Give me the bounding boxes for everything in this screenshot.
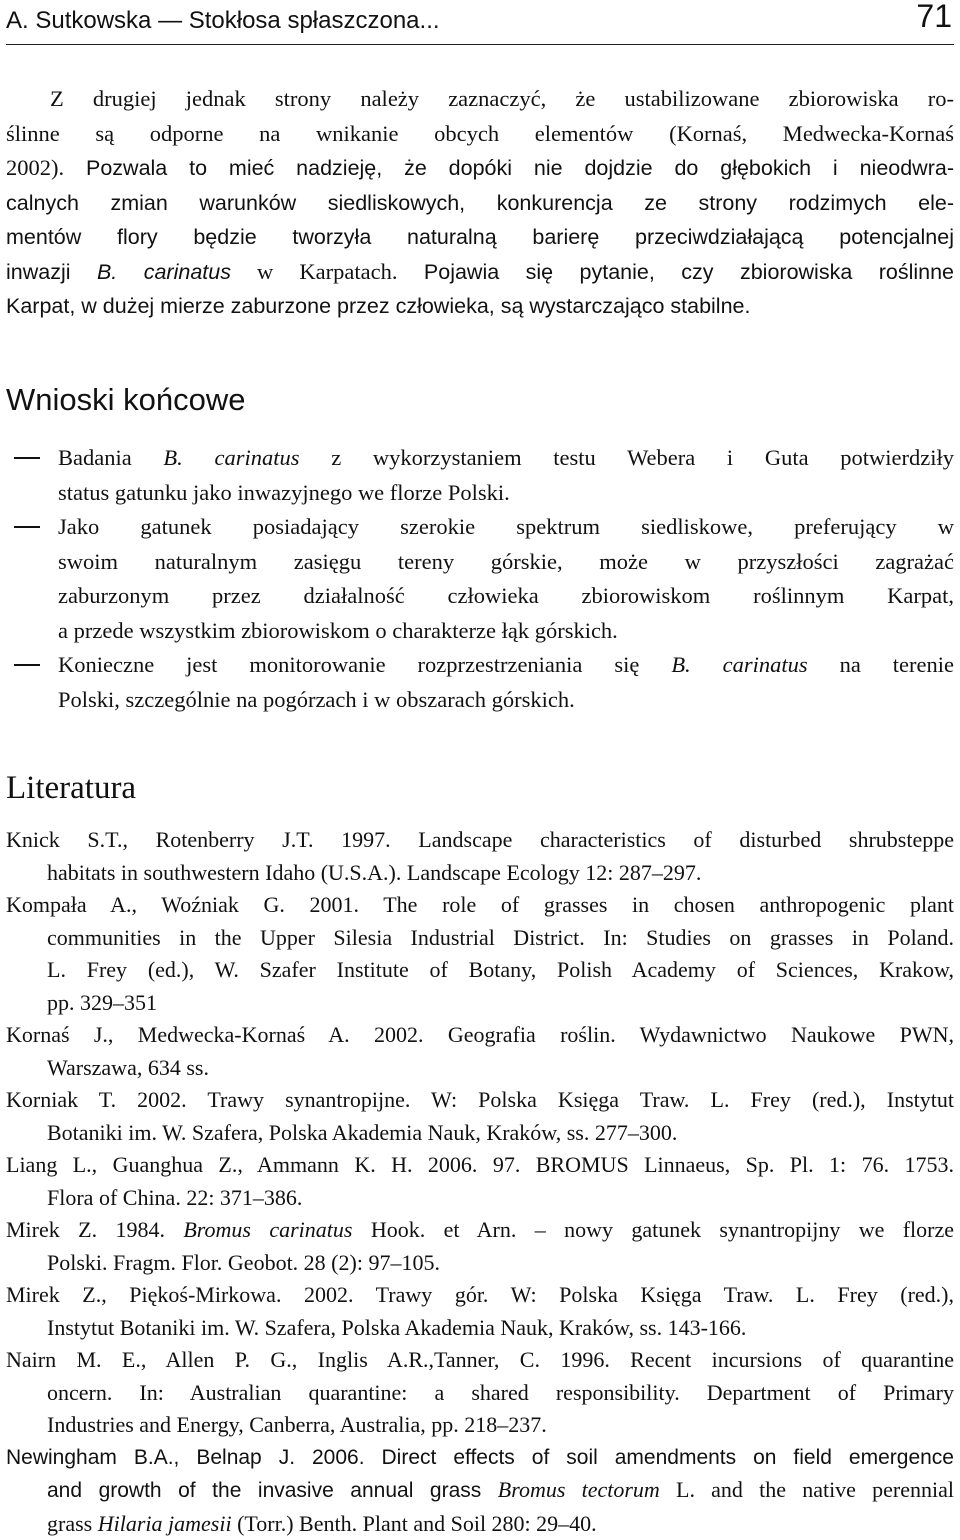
intro-paragraph [6,82,954,324]
text-line: Mirek Z. 1984. Bromus carinatus Hook. et Arn. – nowy gatunek synantropijny we florze [6,1214,954,1247]
reference-item [6,1442,954,1540]
dash-bullet [14,457,40,459]
reference-item [6,1019,954,1084]
section-heading-literature: Literatura [6,768,136,808]
text-line: Flora of China. 22: 371–386. [6,1182,954,1215]
text-line: calnych zmian warunków siedliskowych, konkurencja ze strony rodzimych ele- [6,186,954,221]
text-line: Mirek Z., Piękoś-Mirkowa. 2002. Trawy gór. W: Polska Księga Traw. L. Frey (red.), [6,1279,954,1312]
list-item [6,441,954,510]
text-line: communities in the Upper Silesia Industrial District. In: Studies on grasses in Poland. [6,922,954,955]
running-header [6,0,954,45]
text-line: swoim naturalnym zasięgu tereny górskie, może w przyszłości zagrażać [58,545,954,580]
text-line: Newingham B.A., Belnap J. 2006. Direct effects of soil amendments on field emergence [6,1442,954,1475]
section-heading-conclusions: Wnioski końcowe [6,380,245,420]
text-line: mentów flory będzie tworzyła naturalną barierę przeciwdziałającą potencjalnej [6,220,954,255]
dash-bullet [14,664,40,666]
text-line: Nairn M. E., Allen P. G., Inglis A.R.,Tanner, C. 1996. Recent incursions of quarantine [6,1344,954,1377]
reference-item [6,1279,954,1344]
text-line: Korniak T. 2002. Trawy synantropijne. W: Polska Księga Traw. L. Frey (red.), Instytut [6,1084,954,1117]
text-line: inwazji B. carinatus w Karpatach. Pojawia się pytanie, czy zbiorowiska roślinne [6,255,954,290]
reference-item [6,1344,954,1442]
text-line: Kornaś J., Medwecka-Kornaś A. 2002. Geografia roślin. Wydawnictwo Naukowe PWN, [6,1019,954,1052]
reference-list [6,824,954,1540]
reference-item [6,1214,954,1279]
text-line: Badania B. carinatus z wykorzystaniem testu Webera i Guta potwierdziły [58,441,954,476]
text-line: ślinne są odporne na wnikanie obcych elementów (Kornaś, Medwecka-Kornaś [6,117,954,152]
text-line: a przede wszystkim zbiorowiskom o charakterze łąk górskich. [58,614,954,649]
text-line: Polski. Fragm. Flor. Geobot. 28 (2): 97–105. [6,1247,954,1280]
text-line: Konieczne jest monitorowanie rozprzestrzeniania się B. carinatus na terenie [58,648,954,683]
reference-item [6,824,954,889]
text-line: Kompała A., Woźniak G. 2001. The role of grasses in chosen anthropogenic plant [6,889,954,922]
reference-item [6,889,954,1019]
text-line: Warszawa, 634 ss. [6,1052,954,1085]
text-line: Industries and Energy, Canberra, Australia, pp. 218–237. [6,1409,954,1442]
text-line: Jako gatunek posiadający szerokie spektrum siedliskowe, preferujący w [58,510,954,545]
text-line: and growth of the invasive annual grass Bromus tectorum L. and the native perennial [6,1474,954,1508]
text-line: Liang L., Guanghua Z., Ammann K. H. 2006. 97. BROMUS Linnaeus, Sp. Pl. 1: 76. 1753. [6,1149,954,1182]
reference-item [6,1149,954,1214]
conclusions-list [6,441,954,717]
text-line: 2002). Pozwala to mieć nadzieję, że dopóki nie dojdzie do głębokich i nieodwra- [6,151,954,186]
text-line: status gatunku jako inwazyjnego we florze Polski. [58,476,954,511]
text-line: Z drugiej jednak strony należy zaznaczyć, że ustabilizowane zbiorowiska ro- [6,82,954,117]
text-line: Knick S.T., Rotenberry J.T. 1997. Landscape characteristics of disturbed shrubsteppe [6,824,954,857]
text-line: Polski, szczególnie na pogórzach i w obszarach górskich. [58,683,954,718]
list-item [6,648,954,717]
text-line: Botaniki im. W. Szafera, Polska Akademia Nauk, Kraków, ss. 277–300. [6,1117,954,1150]
reference-item [6,1084,954,1149]
page-number: 71 [916,0,952,34]
dash-bullet [14,526,40,528]
list-item [6,510,954,648]
text-line: Instytut Botaniki im. W. Szafera, Polska Akademia Nauk, Kraków, ss. 143-166. [6,1312,954,1345]
text-line: oncern. In: Australian quarantine: a shared responsibility. Department of Primary [6,1377,954,1410]
text-line: Karpat, w dużej mierze zaburzone przez człowieka, są wystarczająco stabilne. [6,289,954,324]
text-line: zaburzonym przez działalność człowieka zbiorowiskom roślinnym Karpat, [58,579,954,614]
text-line: habitats in southwestern Idaho (U.S.A.). Landscape Ecology 12: 287–297. [6,857,954,890]
running-title: A. Sutkowska — Stokłosa spłaszczona... [6,6,440,36]
text-line: grass Hilaria jamesii (Torr.) Benth. Plant and Soil 280: 29–40. [6,1508,954,1540]
text-line: pp. 329–351 [6,987,954,1020]
text-line: L. Frey (ed.), W. Szafer Institute of Botany, Polish Academy of Sciences, Krakow, [6,954,954,987]
